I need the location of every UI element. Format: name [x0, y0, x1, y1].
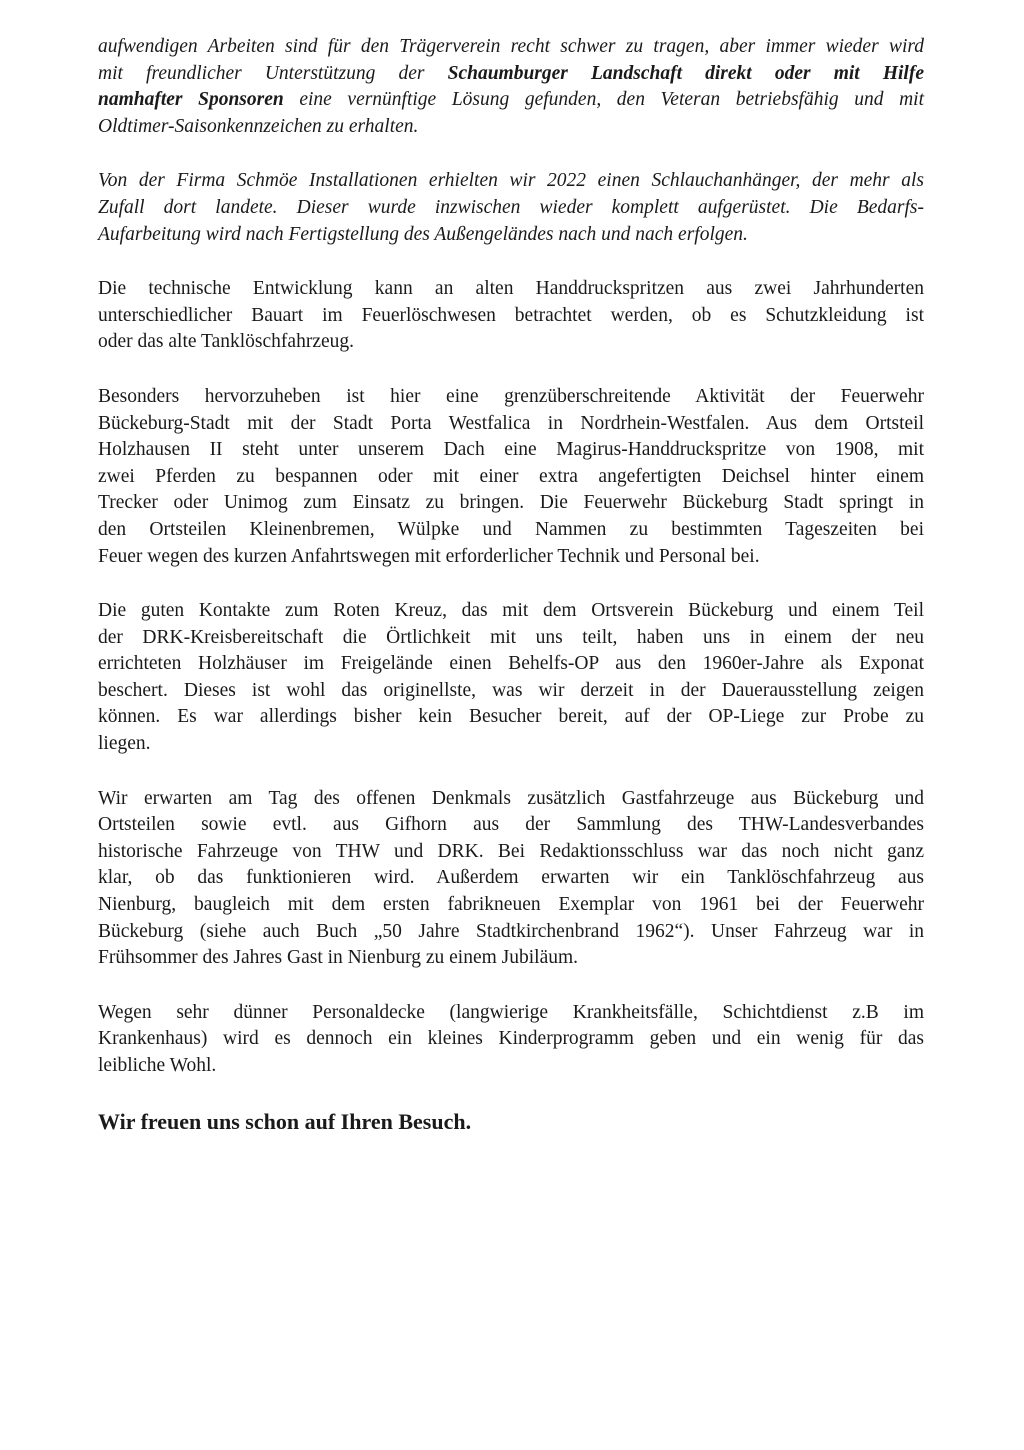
paragraph: [98, 1000, 924, 1080]
paragraph: [98, 276, 924, 356]
text-line: [98, 598, 924, 625]
text-line: [98, 168, 924, 195]
text-line: [98, 517, 924, 544]
text-segment: Holzhausen II steht unter unserem Dach eine Magirus-Handdruckspritze von 1908, mit: [98, 439, 924, 461]
text-segment: Feuer wegen des kurzen Anfahrtswegen mit erforderlicher Technik und Personal bei.: [98, 545, 760, 567]
text-line: [98, 1000, 924, 1027]
text-segment: Nienburg, baugleich mit dem ersten fabrikneuen Exemplar von 1961 bei der Feuerwehr: [98, 894, 924, 916]
text-segment: historische Fahrzeuge von THW und DRK. Bei Redaktionsschluss war das noch nicht ganz: [98, 840, 924, 862]
text-line: [98, 222, 924, 249]
text-line: [98, 303, 924, 330]
text-line: [98, 437, 924, 464]
text-segment: Von der Firma Schmöe Installationen erhielten wir 2022 einen Schlauchanhänger, der mehr als: [98, 170, 924, 192]
paragraph: [98, 168, 924, 248]
text-line: [98, 919, 924, 946]
text-line: [98, 812, 924, 839]
text-line: [98, 1053, 924, 1080]
text-line: [98, 114, 924, 141]
text-line: [98, 464, 924, 491]
bold-text: Schaumburger Landschaft direkt oder mit Hilfe: [447, 62, 924, 84]
text-line: [98, 892, 924, 919]
text-segment: eine vernünftige Lösung gefunden, den Veteran betriebsfähig und mit: [283, 89, 924, 111]
text-segment: Die guten Kontakte zum Roten Kreuz, das mit dem Ortsverein Bückeburg und einem Teil: [98, 600, 924, 622]
text-line: [98, 384, 924, 411]
paragraph: [98, 786, 924, 972]
text-line: [98, 786, 924, 813]
text-line: [98, 87, 924, 114]
text-segment: der DRK-Kreisbereitschaft die Örtlichkeit mit uns teilt, haben uns in einem der neu: [98, 626, 924, 648]
body-text: [98, 34, 924, 1080]
text-segment: Wegen sehr dünner Personaldecke (langwierige Krankheitsfälle, Schichtdienst z.B im: [98, 1001, 924, 1023]
text-segment: den Ortsteilen Kleinenbremen, Wülpke und Nammen zu bestimmten Tageszeiten bei: [98, 518, 924, 540]
text-segment: unterschiedlicher Bauart im Feuerlöschwesen betrachtet werden, ob es Schutzkleidung ist: [98, 304, 924, 326]
text-segment: liegen.: [98, 733, 151, 755]
paragraph: [98, 384, 924, 570]
text-segment: können. Es war allerdings bisher kein Besucher bereit, auf der OP-Liege zur Probe zu: [98, 706, 924, 728]
text-line: [98, 490, 924, 517]
text-line: [98, 329, 924, 356]
text-line: [98, 411, 924, 438]
text-line: [98, 61, 924, 88]
text-segment: Frühsommer des Jahres Gast in Nienburg zu einem Jubiläum.: [98, 947, 579, 969]
text-line: [98, 1026, 924, 1053]
paragraph: [98, 598, 924, 758]
text-segment: Bückeburg-Stadt mit der Stadt Porta Westfalica in Nordrhein-Westfalen. Aus dem Ortsteil: [98, 412, 924, 434]
text-segment: Besonders hervorzuheben ist hier eine grenzüberschreitende Aktivität der Feuerwehr: [98, 385, 924, 407]
text-line: [98, 678, 924, 705]
text-line: [98, 625, 924, 652]
text-segment: oder das alte Tanklöschfahrzeug.: [98, 331, 355, 353]
text-line: [98, 34, 924, 61]
text-segment: Aufarbeitung wird nach Fertigstellung des Außengeländes nach und nach erfolgen.: [98, 223, 748, 245]
text-segment: Bückeburg (siehe auch Buch „50 Jahre Stadtkirchenbrand 1962“). Unser Fahrzeug war in: [98, 920, 924, 942]
text-line: [98, 865, 924, 892]
text-line: [98, 731, 924, 758]
text-line: [98, 945, 924, 972]
text-line: [98, 704, 924, 731]
document-page: [98, 34, 924, 1136]
text-segment: klar, ob das funktionieren wird. Außerdem erwarten wir ein Tanklöschfahrzeug aus: [98, 867, 924, 889]
text-segment: Wir erwarten am Tag des offenen Denkmals zusätzlich Gastfahrzeuge aus Bückeburg und: [98, 787, 924, 809]
text-segment: leibliche Wohl.: [98, 1055, 217, 1076]
text-segment: aufwendigen Arbeiten sind für den Trägerverein recht schwer zu tragen, aber immer wieder wird: [98, 36, 924, 57]
text-segment: Oldtimer-Saisonkennzeichen zu erhalten.: [98, 115, 419, 137]
text-line: [98, 195, 924, 222]
text-segment: zwei Pferden zu bespannen oder mit einer extra angefertigten Deichsel hinter einem: [98, 465, 924, 487]
text-segment: beschert. Dieses ist wohl das originellste, was wir derzeit in der Dauerausstellung zeigen: [98, 679, 924, 701]
text-segment: Krankenhaus) wird es dennoch ein kleines Kinderprogramm geben und ein wenig für das: [98, 1028, 924, 1050]
text-line: [98, 276, 924, 303]
text-line: [98, 839, 924, 866]
text-segment: Zufall dort landete. Dieser wurde inzwischen wieder komplett aufgerüstet. Die Bedarfs-: [98, 196, 924, 218]
text-line: [98, 651, 924, 678]
text-segment: Die technische Entwicklung kann an alten Handdruckspritzen aus zwei Jahrhunderten: [98, 278, 924, 300]
text-segment: Ortsteilen sowie evtl. aus Gifhorn aus der Sammlung des THW-Landesverbandes: [98, 814, 924, 836]
bold-text: namhafter Sponsoren: [98, 89, 284, 111]
paragraph: [98, 34, 924, 140]
text-segment: errichteten Holzhäuser im Freigelände einen Behelfs-OP aus den 1960er-Jahre als Exponat: [98, 653, 924, 675]
text-segment: mit freundlicher Unterstützung der: [98, 62, 448, 84]
text-line: [98, 544, 924, 571]
closing-line: Wir freuen uns schon auf Ihren Besuch.: [98, 1108, 472, 1134]
text-segment: Trecker oder Unimog zum Einsatz zu bringen. Die Feuerwehr Bückeburg Stadt springt in: [98, 492, 924, 514]
